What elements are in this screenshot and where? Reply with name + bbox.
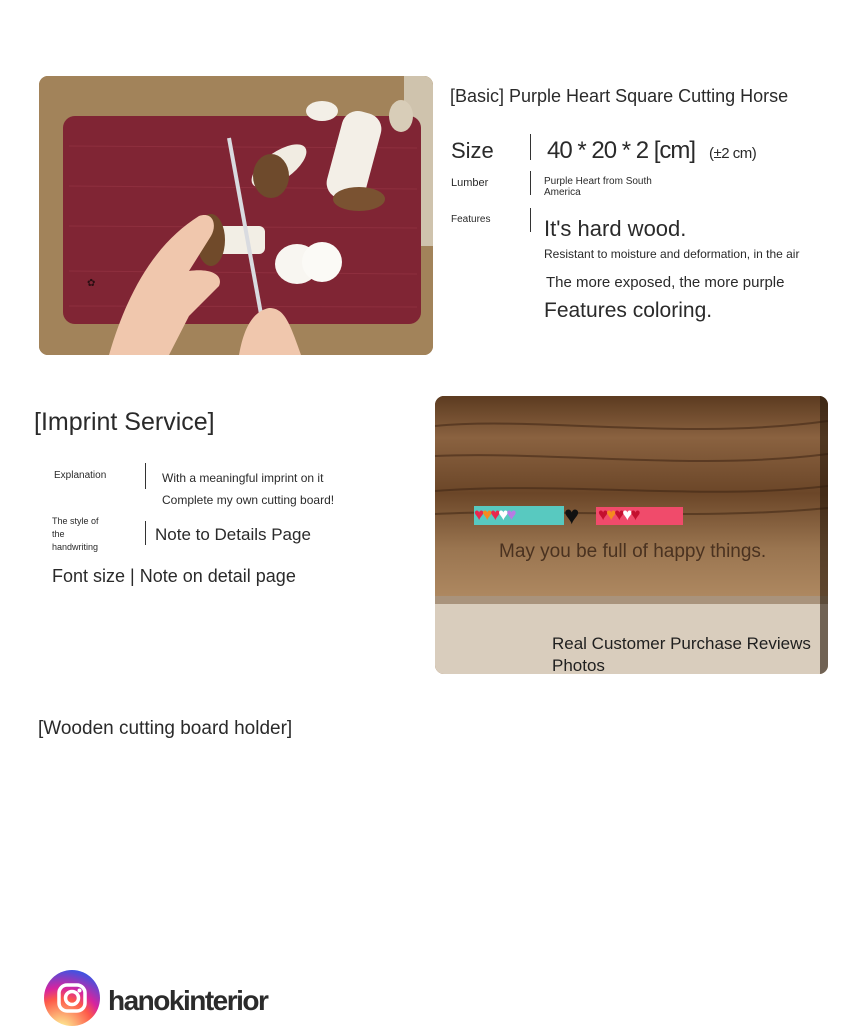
engraving-text: May you be full of happy things.	[499, 541, 767, 562]
lumber-value	[544, 176, 652, 198]
size-value: 40 * 20 * 2 [cm]	[547, 137, 696, 164]
imprint-title: [Imprint Service]	[34, 408, 215, 436]
heart-icon: ♥	[482, 505, 491, 524]
font-size-note: Font size | Note on detail page	[52, 566, 296, 586]
explanation-line1: With a meaningful imprint on it	[162, 471, 324, 485]
style-label-line3: handwriting	[52, 542, 99, 552]
handwriting-style-value: Note to Details Page	[155, 525, 311, 544]
divider	[530, 208, 531, 232]
explanation-text	[162, 467, 334, 511]
heart-icon: ♥	[490, 505, 499, 524]
review-caption: Real Customer Purchase Reviews Photos	[552, 634, 811, 675]
explanation-line2: Complete my own cutting board!	[162, 493, 335, 507]
holder-title: [Wooden cutting board holder]	[38, 718, 293, 739]
heart-icon: ♥	[474, 505, 483, 524]
heart-icon: ♥	[614, 505, 623, 524]
heart-icon: ♥	[622, 505, 631, 524]
features-line3: The more exposed, the more purple	[546, 274, 785, 291]
black-heart-icon: ♥	[564, 500, 580, 530]
heart-icon: ♥	[630, 505, 639, 524]
divider	[530, 171, 531, 195]
heart-icon: ♥	[506, 505, 515, 524]
product-photo	[39, 76, 433, 355]
lumber-label: Lumber	[451, 177, 489, 189]
heart-icon: ♥	[606, 505, 615, 524]
style-label-line1: The style of	[52, 516, 99, 526]
lumber-value-line1: Purple Heart from South	[544, 176, 652, 187]
heart-row-right	[598, 504, 638, 526]
svg-text:✿: ✿	[87, 278, 96, 289]
divider	[530, 134, 531, 160]
handwriting-style-label	[52, 515, 99, 554]
size-label: Size	[451, 138, 494, 163]
features-line1: It's hard wood.	[544, 216, 687, 241]
features-label: Features	[451, 214, 491, 225]
heart-icon: ♥	[498, 505, 507, 524]
divider	[145, 521, 146, 545]
instagram-handle[interactable]: hanokinterior	[108, 985, 268, 1016]
instagram-icon[interactable]	[44, 970, 100, 1026]
heart-row-left	[474, 504, 514, 526]
explanation-label: Explanation	[54, 470, 107, 481]
divider	[145, 463, 146, 489]
features-line4: Features coloring.	[544, 299, 713, 322]
heart-icon: ♥	[598, 505, 607, 524]
product-title: [Basic] Purple Heart Square Cutting Horse	[450, 86, 789, 106]
lumber-value-line2: America	[544, 187, 581, 198]
features-line2: Resistant to moisture and deformation, in the air	[544, 247, 800, 261]
style-label-line2: the	[52, 529, 65, 539]
size-tolerance: (±2 cm)	[709, 145, 757, 162]
